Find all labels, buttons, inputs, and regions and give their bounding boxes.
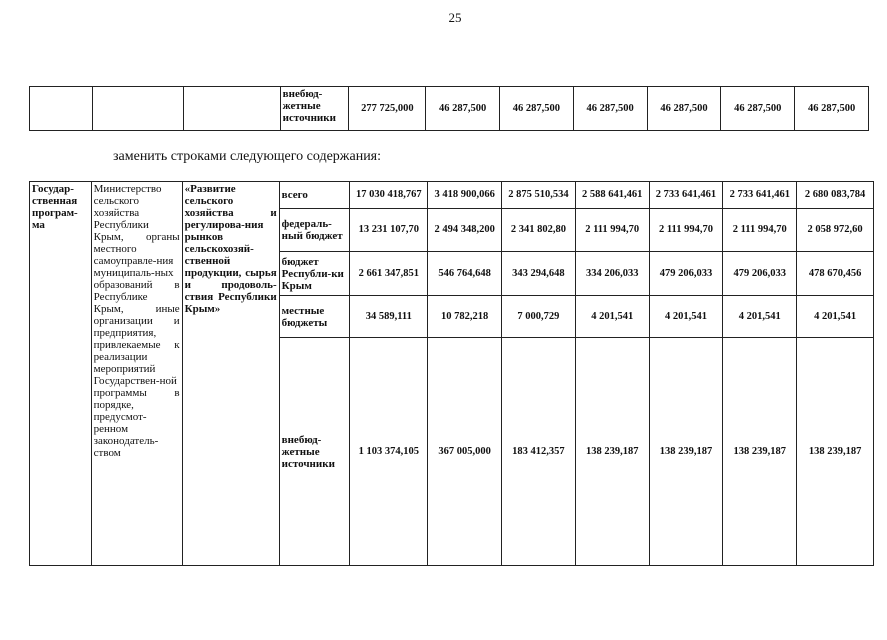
top-table	[29, 86, 869, 131]
empty-cell	[92, 87, 183, 131]
value-cell: 2 111 994,70	[649, 209, 723, 252]
value-cell: 2 733 641,461	[723, 182, 797, 209]
value-cell: 2 111 994,70	[723, 209, 797, 252]
value-cell: 46 287,500	[647, 87, 721, 131]
value-cell: 46 287,500	[426, 87, 500, 131]
value-cell: 478 670,456	[797, 252, 874, 296]
program-name-cell: «Развитие сельского хозяйства и регулирова-ния рынков сельскохозяй-ственной продукции, сырья и продоволь-ствия Республики Крым»	[182, 182, 279, 566]
value-cell: 138 239,187	[575, 338, 649, 566]
value-cell: 10 782,218	[428, 296, 502, 338]
value-cell: 46 287,500	[721, 87, 795, 131]
program-funding-table	[29, 181, 874, 566]
value-cell: 183 412,357	[502, 338, 576, 566]
value-cell: 7 000,729	[502, 296, 576, 338]
value-cell: 2 733 641,461	[649, 182, 723, 209]
funding-source-cell: внебюд-жетные источники	[279, 338, 350, 566]
value-cell: 2 341 802,80	[502, 209, 576, 252]
value-cell: 2 058 972,60	[797, 209, 874, 252]
value-cell: 2 680 083,784	[797, 182, 874, 209]
value-cell: 34 589,111	[350, 296, 428, 338]
value-cell: 2 588 641,461	[575, 182, 649, 209]
value-cell: 4 201,541	[575, 296, 649, 338]
value-cell: 367 005,000	[428, 338, 502, 566]
value-cell: 138 239,187	[797, 338, 874, 566]
value-cell: 546 764,648	[428, 252, 502, 296]
value-cell: 138 239,187	[649, 338, 723, 566]
value-cell: 334 206,033	[575, 252, 649, 296]
empty-cell	[183, 87, 280, 131]
value-cell: 2 875 510,534	[502, 182, 576, 209]
funding-source-cell: местные бюджеты	[279, 296, 350, 338]
value-cell: 2 661 347,851	[350, 252, 428, 296]
value-cell: 4 201,541	[797, 296, 874, 338]
empty-cell	[30, 87, 93, 131]
funding-source-cell: федераль-ный бюджет	[279, 209, 350, 252]
instruction-text: заменить строками следующего содержания:	[113, 149, 382, 164]
value-cell: 2 494 348,200	[428, 209, 502, 252]
value-cell: 17 030 418,767	[350, 182, 428, 209]
status-cell: Государ-ственная програм-ма	[30, 182, 92, 566]
page-number: 25	[448, 10, 462, 25]
value-cell: 1 103 374,105	[350, 338, 428, 566]
value-cell: 343 294,648	[502, 252, 576, 296]
funding-source-cell: бюджет Республи-ки Крым	[279, 252, 350, 296]
table-row	[30, 182, 874, 209]
value-cell: 46 287,500	[500, 87, 574, 131]
funding-source-cell: внебюд-жетные источники	[280, 87, 349, 131]
value-cell: 479 206,033	[723, 252, 797, 296]
top-table-row	[30, 87, 869, 131]
value-cell: 4 201,541	[649, 296, 723, 338]
executors-cell: Министерство сельского хозяйства Республики Крым, органы местного самоуправле-ния муниципаль-ных образований в Республике Крым, иные организации и предприятия, привлекаемые к реализации мероприятий Государствен-ной программы в порядке, предусмот-ренном законодатель-ством	[91, 182, 182, 566]
value-cell: 277 725,000	[349, 87, 426, 131]
value-cell: 2 111 994,70	[575, 209, 649, 252]
value-cell: 4 201,541	[723, 296, 797, 338]
value-cell: 46 287,500	[795, 87, 869, 131]
value-cell: 46 287,500	[573, 87, 647, 131]
value-cell: 138 239,187	[723, 338, 797, 566]
value-cell: 3 418 900,066	[428, 182, 502, 209]
value-cell: 479 206,033	[649, 252, 723, 296]
value-cell: 13 231 107,70	[350, 209, 428, 252]
funding-source-cell: всего	[279, 182, 350, 209]
